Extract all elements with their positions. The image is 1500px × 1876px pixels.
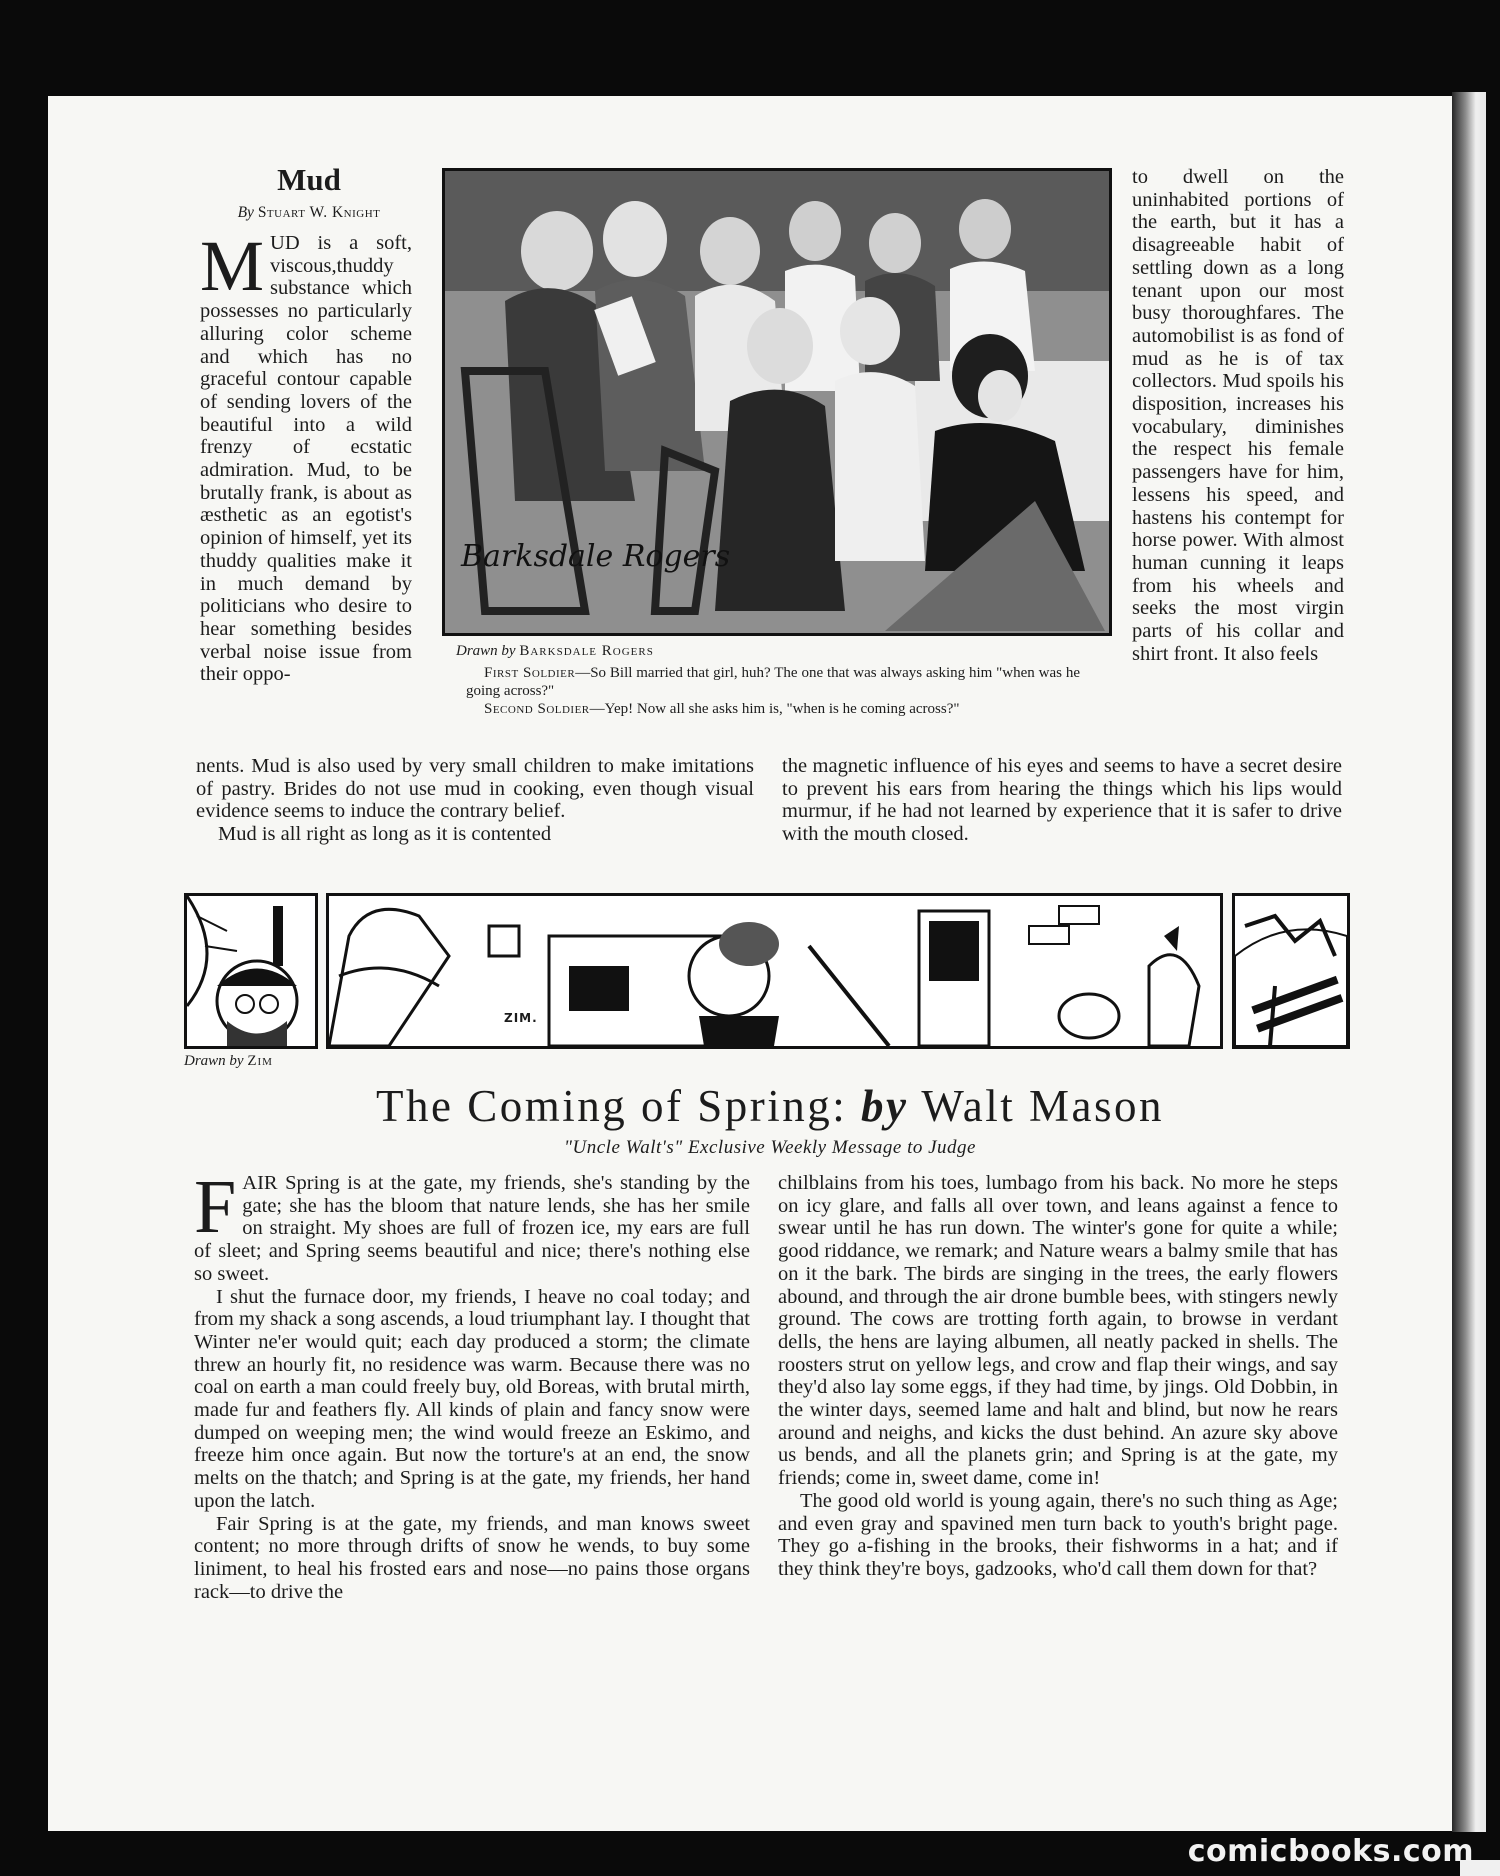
mud-paragraph-2-end: the magnetic influence of his eyes and seems to have a secret desire to prevent his ears from hearing the things which his lips would murmur, if he had not learned by experience that it is safer to drive with the mouth closed. [782, 755, 1342, 846]
caption-line-1: —So Bill married that girl, huh? The one that was always asking him "when was he going across?" [466, 665, 1080, 699]
spring-dropcap: F [194, 1165, 237, 1249]
strip-panel-left [184, 893, 318, 1049]
page-spine [1452, 92, 1486, 1832]
spring-headline-by: by [860, 1081, 909, 1131]
spring-headline-author: Walt Mason [921, 1081, 1164, 1131]
mud-bottom-left [196, 755, 754, 846]
mud-paragraph-2-start: Mud is all right as long as it is contented [218, 823, 552, 846]
illustration-caption [466, 664, 1080, 718]
mud-dropcap: M [200, 226, 265, 306]
mud-title: Mud [277, 162, 341, 197]
illustration-credit [456, 643, 654, 660]
watermark: comicbooks.com [1187, 1834, 1474, 1869]
spring-column-left [194, 1165, 750, 1603]
caption-speaker-2: Second Soldier [484, 701, 590, 717]
mud-byline-author: Stuart W. Knight [257, 204, 381, 221]
spring-paragraph-4: The good old world is young again, there's no such thing as Age; and even gray and spavined men turn back to youth's bright page. They go a-fishing in the brooks, their fishworms in a hat; and if they think they're boys, gadzooks, who'd call them down for that? [778, 1489, 1338, 1580]
mud-column-right [1132, 166, 1344, 665]
spring-paragraph-2: I shut the furnace door, my friends, I heave no coal today; and from my shack a song ascends, a loud triumphant lay. I thought that Winter ne'er would quit; each day produced a storm; the climate threw an hourly fit, no residence was warm. Because there was no coal on earth a man could freely buy, old Boreas, with brutal mirth, made fur and feathers fly. All kinds of plain and fancy snow were dumped on weeping men; the wind would freeze an Eskimo, and freeze him once again. But now the torture's at an end, the snow melts on the thatch; and Spring is at the gate, my friends, her hand upon the latch. [194, 1285, 750, 1512]
mud-header [196, 162, 422, 222]
mud-paragraph-1-start: UD is a soft, viscous,thuddy substance which possesses no particularly alluring color scheme and which has no graceful contour capable of sending lovers of the beautiful into a wild frenzy of ecstatic admiration. Mud, to be brutally frank, is about as æsthetic as an egotist's opinion of himself, yet its thuddy qualities make it in much demand by politicians who desire to hear something besides verbal noise issue from their oppo- [200, 232, 412, 686]
mud-paragraph-1-end: nents. Mud is also used by very small children to make imitations of pastry. Brides do not use mud in cooking, even though visual evidence seems to induce the contrary belief. [196, 755, 754, 823]
illustration-signature: Barksdale Rogers [461, 539, 731, 574]
illustration-credit-name: Barksdale Rogers [519, 643, 654, 659]
spring-headline-main: The Coming of Spring: [375, 1081, 848, 1131]
mud-byline-prefix: By [237, 204, 254, 221]
spring-column-right [778, 1172, 1338, 1581]
mud-bottom-right [782, 755, 1342, 846]
mud-column-left [200, 226, 412, 686]
spring-paragraph-3: Fair Spring is at the gate, my friends, and man knows sweet content; no more through drifts of snow he wends, to buy some liniment, to heal his frosted ears and nose—no pains those organs rack—to drive the [194, 1512, 750, 1603]
strip-signature: ZIM. [504, 1011, 538, 1025]
mud-byline [196, 204, 422, 222]
strip-panel-center-drawing [329, 896, 1220, 1046]
caption-speaker-1: First Soldier [484, 665, 576, 681]
strip-credit-prefix: Drawn by [184, 1053, 244, 1069]
mud-paragraph-2-mid: to dwell on the uninhabited portions of the earth, but it has a disagreeable habit of settling down as a long tenant upon our most busy thoroughfares. The automobilist is as fond of mud as he is of tax collectors. Mud spoils his disposition, increases his vocabulary, diminishes the respect his female passengers have for him, lessens his speed, and hastens his contempt for horse power. With almost human cunning it leaps from his wheels and seeks the most virgin parts of his collar and shirt front. It also feels [1132, 166, 1344, 665]
caption-line-2: —Yep! Now all she asks him is, "when is he coming across?" [589, 701, 960, 717]
spring-headline [200, 1080, 1340, 1132]
strip-panel-left-drawing [187, 896, 315, 1046]
spring-subhead: "Uncle Walt's" Exclusive Weekly Message to Judge [564, 1137, 976, 1158]
strip-panel-center [326, 893, 1223, 1049]
strip-panel-right [1232, 893, 1350, 1049]
strip-credit [184, 1053, 273, 1070]
spring-paragraph-3-continued: chilblains from his toes, lumbago from his back. No more he steps on icy glare, and falls all over town, and leans against a fence to swear until he has run down. The winter's gone for quite a while; good riddance, we remark; and Nature wears a balmy smile that has on it the bark. The birds are singing in the trees, the early flowers abound, and through the air drone bumble bees, with stingers newly ground. The cows are trotting forth again, to browse in verdant dells, the hens are laying albumen, all neatly packed in shells. The roosters strut on yellow legs, and crow and flap their wings, and say they'd also lay some eggs, if they had time, by jings. Old Dobbin, in the winter days, seemed lame and halt and blind, but now he rears around and neighs, and kicks the dust behind. An azure sky above us bends, and all the planets grin; and Spring is at the gate, my friends; come in, sweet dame, come in! [778, 1172, 1338, 1490]
spring-paragraph-1: AIR Spring is at the gate, my friends, she's standing by the gate; she has the bloom that nature lends, she has her smile on straight. My shoes are full of frozen ice, my ears are full of sleet; and Spring seems beautiful and nice; there's nothing else so sweet. [194, 1172, 750, 1285]
strip-panel-right-drawing [1235, 896, 1347, 1046]
illustration-credit-prefix: Drawn by [456, 643, 516, 659]
illustration-soldiers [442, 168, 1112, 636]
strip-credit-name: Zim [247, 1053, 273, 1069]
